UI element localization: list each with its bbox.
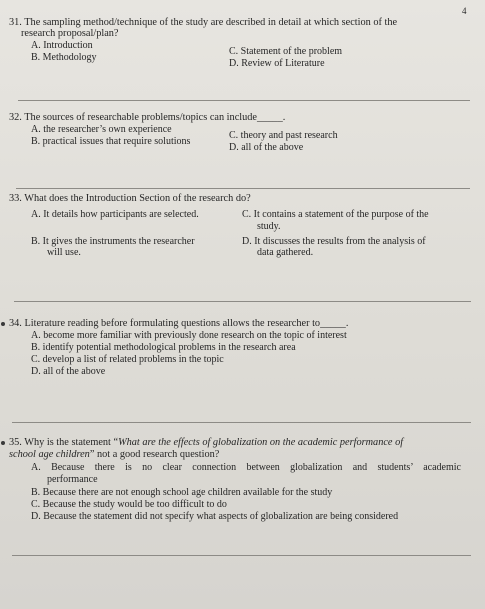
divider: [14, 301, 471, 302]
divider: [12, 422, 471, 423]
q31-option-c: C. Statement of the problem: [229, 46, 343, 57]
q35-option-b: B. Because there are not enough school age children available for the study: [31, 487, 333, 498]
q35-stem-text-end: ” not a good research question?: [89, 449, 220, 460]
q33-option-b-line1: B. It gives the instruments the researcher: [31, 236, 195, 247]
q31-option-a: A. Introduction: [31, 40, 93, 51]
q32-option-d: D. all of the above: [229, 142, 304, 153]
q31-stem-line1: 31. The sampling method/technique of the study are described in detail at which section of the: [9, 17, 398, 28]
page-number: 4: [462, 6, 467, 16]
q33-option-c-line2: study.: [257, 221, 281, 232]
q33-option-a: A. It details how participants are selected.: [31, 209, 199, 220]
q35-stem-text: 35. Why is the statement “: [9, 437, 119, 448]
q31-stem-line2: research proposal/plan?: [21, 28, 119, 39]
q32-option-a: A. the researcher’s own experience: [31, 124, 172, 135]
divider: [12, 555, 471, 556]
q34-option-c: C. develop a list of related problems in the topic: [31, 354, 224, 365]
q31-option-b: B. Methodology: [31, 52, 97, 63]
q35-option-d: D. Because the statement did not specify what aspects of globalization are being considered: [31, 511, 399, 522]
q35-option-a-line1: A. Because there is no clear connection between globalization and students’ academic: [31, 462, 461, 473]
q32-option-c: C. theory and past research: [229, 130, 338, 141]
q35-quoted-question: What are the effects of globalization on the academic performance of: [118, 437, 404, 448]
q35-quoted-question-end: school age children: [9, 449, 90, 460]
q35-stem-line1: [9, 437, 403, 448]
q33-option-d-line2: data gathered.: [257, 247, 314, 258]
q33-option-b-line2: will use.: [47, 247, 81, 258]
q31-option-d: D. Review of Literature: [229, 58, 325, 69]
q34-stem: 34. Literature reading before formulating questions allows the researcher to_____.: [9, 318, 349, 329]
divider: [18, 100, 470, 101]
q35-stem-line2: [9, 449, 219, 460]
q34-option-b: B. identify potential methodological problems in the research area: [31, 342, 296, 353]
q32-stem: 32. The sources of researchable problems/topics can include_____.: [9, 112, 286, 123]
q33-option-d-line1: D. It discusses the results from the analysis of: [242, 236, 426, 247]
margin-dot: [1, 322, 5, 326]
q34-option-d: D. all of the above: [31, 366, 106, 377]
q33-stem: 33. What does the Introduction Section of the research do?: [9, 193, 251, 204]
q32-option-b: B. practical issues that require solutions: [31, 136, 191, 147]
q34-option-a: A. become more familiar with previously done research on the topic of interest: [31, 330, 347, 341]
q33-option-c-line1: C. It contains a statement of the purpose of the: [242, 209, 429, 220]
divider: [16, 188, 470, 189]
q35-option-c: C. Because the study would be too difficult to do: [31, 499, 227, 510]
margin-dot: [1, 441, 5, 445]
q35-option-a-line2: performance: [47, 474, 98, 485]
